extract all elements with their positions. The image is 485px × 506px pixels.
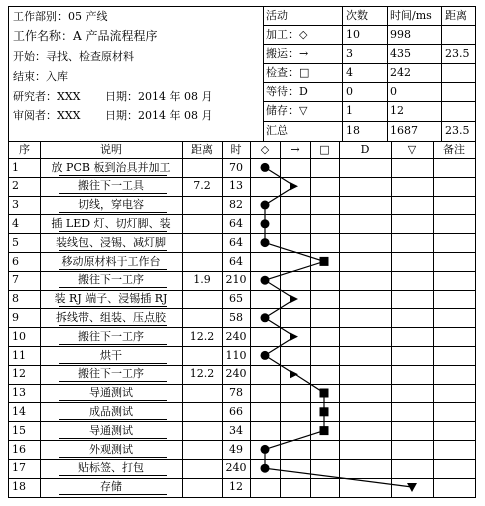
row-desc: 移动原材料于工作台 — [61, 254, 161, 268]
row-dist: 1.9 — [193, 273, 211, 287]
row-seq: 2 — [12, 179, 19, 193]
operation-marker — [261, 163, 270, 172]
storage-marker — [407, 483, 417, 492]
summary-row-distance: 23.5 — [445, 47, 470, 60]
operation-marker — [261, 464, 270, 473]
dept-label: 工作部别：05 产线 — [13, 10, 108, 23]
row-seq: 17 — [12, 461, 26, 475]
researcher-label: 研究者：XXX — [13, 90, 81, 103]
row-dist: 7.2 — [193, 179, 211, 193]
researcher-date: 日期：2014 年 08 月 — [105, 90, 213, 103]
summary-col-activity: 活动 — [266, 9, 288, 22]
row-time: 78 — [229, 386, 243, 400]
summary-col-time: 时间/ms — [390, 9, 432, 22]
summary-row-time: 0 — [390, 85, 397, 98]
end-label: 结束：入库 — [13, 70, 68, 83]
row-desc: 外观测试 — [89, 442, 133, 456]
summary-row-activity: 检查：□ — [266, 66, 310, 79]
row-desc: 搬往下一工具 — [78, 179, 144, 193]
row-time: 210 — [225, 273, 247, 287]
flow-symbols — [9, 7, 475, 497]
row-desc: 贴标签、打包 — [78, 461, 144, 475]
row-time: 65 — [229, 292, 243, 306]
transport-marker — [290, 182, 298, 190]
summary-row-activity: 加工：◇ — [266, 28, 308, 41]
row-time: 64 — [229, 235, 243, 249]
transport-marker — [290, 333, 298, 341]
row-desc: 插 LED 灯、切灯脚、装 — [51, 216, 171, 230]
row-seq: 3 — [12, 198, 19, 212]
row-seq: 11 — [12, 348, 26, 362]
summary-row-time: 998 — [390, 28, 411, 41]
row-time: 13 — [229, 179, 243, 193]
row-time: 82 — [229, 198, 243, 212]
row-time: 58 — [229, 310, 243, 324]
row-seq: 15 — [12, 423, 26, 437]
row-time: 66 — [229, 404, 243, 418]
summary-total-row-time: 1687 — [390, 124, 418, 137]
summary-row-count: 1 — [346, 104, 353, 117]
summary-row-count: 4 — [346, 66, 353, 79]
row-seq: 16 — [12, 442, 26, 456]
col-delay-header: D — [360, 143, 370, 156]
row-seq: 12 — [12, 367, 26, 381]
row-seq: 10 — [12, 329, 26, 343]
row-desc: 拆线带、组装、压点胶 — [56, 310, 166, 324]
row-time: 34 — [229, 423, 243, 437]
row-seq: 18 — [12, 480, 26, 494]
row-seq: 5 — [12, 235, 19, 249]
row-seq: 4 — [12, 216, 19, 230]
summary-total-row-activity: 汇总 — [266, 124, 288, 137]
flow-line — [265, 167, 412, 487]
inspection-marker — [320, 426, 329, 435]
row-seq: 1 — [12, 160, 19, 174]
operation-marker — [261, 445, 270, 454]
job-name-label: 工作名称：A 产品流程程序 — [13, 29, 158, 43]
col-time-header: 时 — [230, 143, 242, 156]
row-desc: 装线包、浸锡、减灯脚 — [56, 235, 166, 249]
row-desc: 搬往下一工序 — [78, 367, 144, 381]
col-desc-header: 说明 — [100, 143, 122, 156]
row-desc: 切线，穿电容 — [78, 198, 144, 212]
row-desc: 导通测试 — [89, 386, 133, 400]
row-time: 240 — [225, 461, 247, 475]
summary-row-count: 0 — [346, 85, 353, 98]
row-time: 240 — [225, 329, 247, 343]
operation-marker — [261, 351, 270, 360]
summary-col-count: 次数 — [346, 9, 368, 22]
transport-marker — [290, 295, 298, 303]
reviewer-label: 审阅者：XXX — [13, 109, 81, 122]
col-inspection-header: □ — [319, 143, 330, 156]
row-time: 64 — [229, 216, 243, 230]
operation-marker — [261, 276, 270, 285]
row-desc: 导通测试 — [89, 423, 133, 437]
operation-marker — [261, 238, 270, 247]
col-storage-header: ▽ — [407, 143, 417, 156]
process-chart-sheet — [8, 6, 476, 498]
inspection-marker — [320, 407, 329, 416]
summary-row-count: 10 — [346, 28, 360, 41]
row-time: 12 — [229, 480, 243, 494]
col-distance-header: 距离 — [191, 143, 213, 156]
summary-row-time: 242 — [390, 66, 411, 79]
row-seq: 8 — [12, 292, 19, 306]
reviewer-date: 日期：2014 年 08 月 — [105, 109, 213, 122]
operation-marker — [261, 313, 270, 322]
row-seq: 9 — [12, 310, 19, 324]
inspection-marker — [320, 389, 329, 398]
row-seq: 6 — [12, 254, 19, 268]
row-desc: 搬往下一工序 — [78, 273, 144, 287]
summary-total-row-distance: 23.5 — [445, 124, 470, 137]
row-time: 70 — [229, 160, 243, 174]
col-note-header: 备注 — [443, 143, 465, 156]
row-desc: 成品测试 — [89, 404, 133, 418]
row-seq: 13 — [12, 386, 26, 400]
col-transport-header: → — [290, 143, 300, 156]
summary-row-time: 12 — [390, 104, 404, 117]
row-seq: 14 — [12, 404, 26, 418]
row-time: 49 — [229, 442, 243, 456]
summary-row-activity: 搬运：→ — [266, 47, 309, 60]
transport-marker — [290, 370, 298, 378]
row-seq: 7 — [12, 273, 19, 287]
col-operation-header: ◇ — [260, 143, 270, 156]
row-time: 240 — [225, 367, 247, 381]
summary-row-activity: 储存：▽ — [266, 104, 308, 117]
col-seq-header: 序 — [19, 143, 30, 156]
row-time: 64 — [229, 254, 243, 268]
summary-row-count: 3 — [346, 47, 353, 60]
row-dist: 12.2 — [189, 367, 215, 381]
operation-marker — [261, 201, 270, 210]
summary-total-row-count: 18 — [346, 124, 360, 137]
row-desc: 存储 — [100, 480, 122, 494]
start-label: 开始：寻找、检查原材料 — [13, 50, 134, 63]
summary-row-activity: 等待：D — [266, 85, 308, 98]
row-desc: 搬往下一工序 — [78, 329, 144, 343]
row-desc: 烘干 — [100, 348, 122, 362]
row-time: 110 — [225, 348, 247, 362]
inspection-marker — [320, 257, 329, 266]
row-desc: 装 RJ 端子、浸锡插 RJ — [54, 292, 168, 306]
summary-row-time: 435 — [390, 47, 411, 60]
summary-col-distance: 距离 — [445, 9, 467, 22]
operation-marker — [261, 219, 270, 228]
row-desc: 放 PCB 板到治具并加工 — [51, 160, 171, 174]
row-dist: 12.2 — [189, 329, 215, 343]
